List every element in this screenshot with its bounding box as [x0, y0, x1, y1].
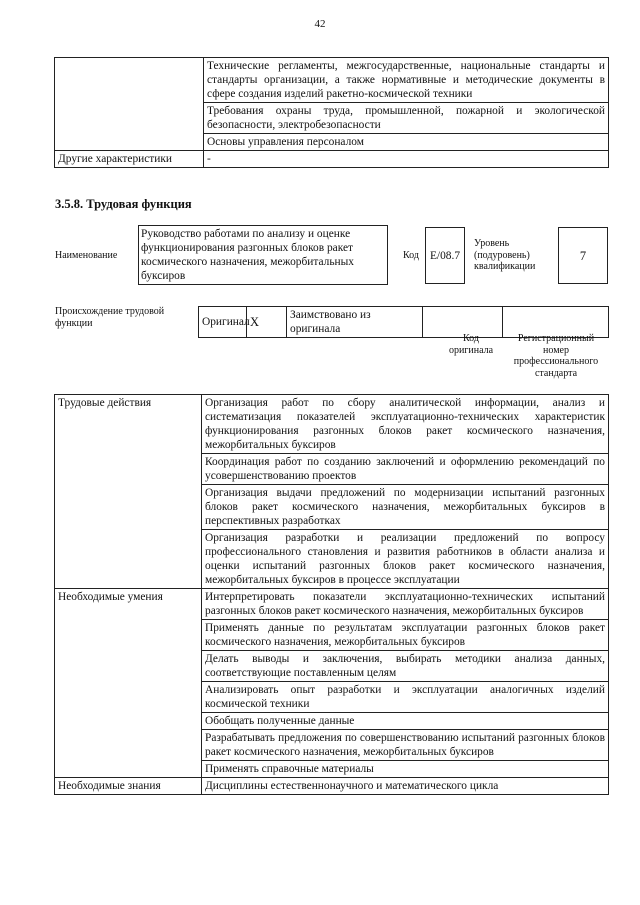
- code-label: Код: [403, 250, 419, 261]
- list-item: Организация разработки и реализации предложений по вопросу профессионального становления и развития работников в области анализа и оценки испытаний разгонных блоков ракет космического назначения, межорбитальных буксиров в процессе эксплуатации: [202, 530, 609, 589]
- level-value: 7: [579, 249, 587, 263]
- list-item: Дисциплины естественнонаучного и математического цикла: [202, 778, 609, 795]
- original-mark: X: [247, 307, 287, 338]
- list-item: Применять справочные материалы: [202, 761, 609, 778]
- list-item: Технические регламенты, межгосударственные, национальные стандарты и стандарты организации, а также нормативные и методические документы в сфере создания изделий ракетно-космической техники: [204, 58, 609, 103]
- list-item: Разрабатывать предложения по совершенствованию испытаний разгонных блоков ракет космического назначения, межорбитальных буксиров: [202, 730, 609, 761]
- name-label: Наименование: [55, 250, 118, 261]
- level-label: Уровень (подуровень) квалификации: [474, 238, 536, 272]
- code-box: [425, 227, 465, 284]
- top-table: [54, 57, 609, 168]
- borrowed-label: Заимствовано из оригинала: [287, 307, 423, 338]
- list-item: Организация выдачи предложений по модернизации испытаний разгонных блоков ракет космического назначения, межорбитальных буксиров в перспективных разработках: [202, 485, 609, 530]
- table-row: [55, 58, 609, 103]
- main-table: [54, 394, 609, 795]
- function-name-value: Руководство работами по анализу и оценке функционирования разгонных блоков ракет космического назначения, межорбитальных буксиров: [141, 228, 354, 282]
- row-label: [55, 58, 204, 151]
- table-row: [55, 589, 609, 620]
- table-row: [55, 778, 609, 795]
- table-row: [55, 395, 609, 454]
- section-title: 3.5.8. Трудовая функция: [55, 197, 192, 211]
- list-item: Применять данные по результатам эксплуатации разгонных блоков ракет космического назначения, межорбитальных буксиров: [202, 620, 609, 651]
- list-item: Основы управления персоналом: [204, 134, 609, 151]
- code-value: E/08.7: [429, 250, 461, 262]
- code-caption: Код оригинала: [448, 333, 494, 356]
- list-item: -: [204, 151, 609, 168]
- origin-label: Происхождение трудовой функции: [55, 306, 165, 329]
- page-number: 42: [314, 18, 326, 30]
- level-box: [558, 227, 608, 284]
- list-item: Анализировать опыт разработки и эксплуатации аналогичных изделий космической техники: [202, 682, 609, 713]
- list-item: Требования охраны труда, промышленной, пожарной и экологической безопасности, электробезопасности: [204, 103, 609, 134]
- list-item: Обобщать полученные данные: [202, 713, 609, 730]
- reg-caption: Регистрационный номер профессионального стандарта: [513, 333, 599, 379]
- list-item: Координация работ по созданию заключений и оформлению рекомендаций по усовершенствованию проектов: [202, 454, 609, 485]
- function-name-box: [138, 225, 388, 285]
- group-label: Необходимые умения: [55, 589, 202, 778]
- row-label: Другие характеристики: [55, 151, 204, 168]
- table-row: [55, 151, 609, 168]
- list-item: Организация работ по сбору аналитической информации, анализ и систематизация показателей эксплуатационно-технических характеристик функционирования разгонных блоков ракет космического назначения, межорбитальных буксиров: [202, 395, 609, 454]
- group-label: Необходимые знания: [55, 778, 202, 795]
- list-item: Интерпретировать показатели эксплуатационно-технических испытаний разгонных блоков ракет космического назначения, межорбитальных буксиров: [202, 589, 609, 620]
- original-label: Оригинал: [199, 307, 247, 338]
- list-item: Делать выводы и заключения, выбирать методики анализа данных, соответствующие поставленным целям: [202, 651, 609, 682]
- group-label: Трудовые действия: [55, 395, 202, 589]
